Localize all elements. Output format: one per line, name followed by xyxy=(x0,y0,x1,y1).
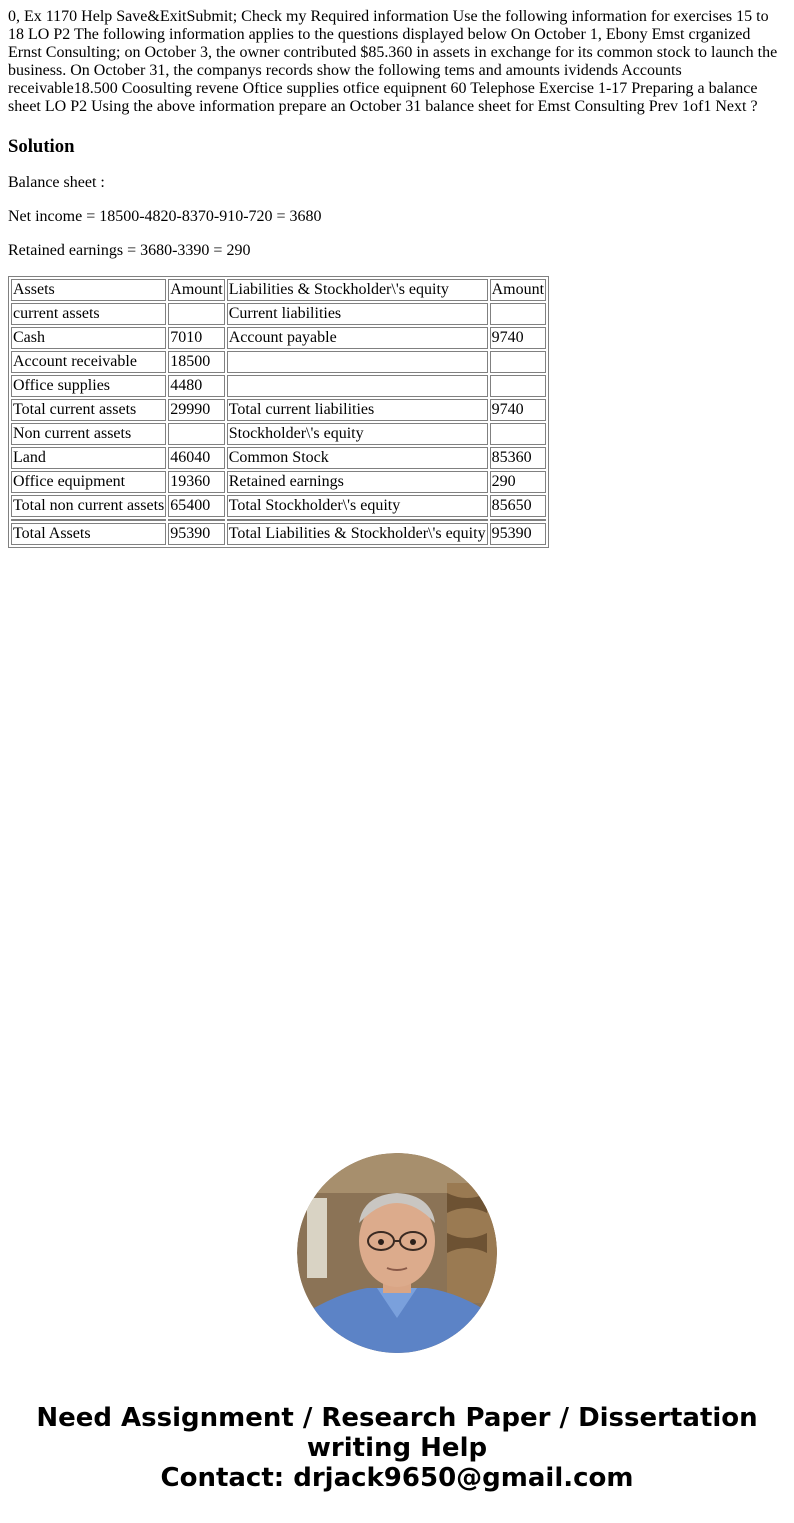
table-cell: Land xyxy=(11,447,166,469)
table-cell: 4480 xyxy=(168,375,224,397)
table-cell: Stockholder\'s equity xyxy=(227,423,488,445)
balance-sheet-table xyxy=(8,276,549,548)
question-text: 0, Ex 1170 Help Save&ExitSubmit; Check my Required information Use the following information for exercises 15 to 18 LO P2 The following information applies to the questions displayed below On October 1, Ebony Emst crganized Ernst Consulting; on October 3, the owner contributed $85.360 in assets in exchange for its common stock to launch the business. On October 31, the companys records show the following tems and amounts ividends Accounts receivable18.500 Coosulting revene Oftice supplies otfice equipnent 60 Telephose Exercise 1-17 Preparing a balance sheet LO P2 Using the above information prepare an October 31 balance sheet for Emst Consulting Prev 1of1 Next ? xyxy=(8,8,778,115)
table-cell: Cash xyxy=(11,327,166,349)
table-cell: 18500 xyxy=(168,351,224,373)
table-cell: Office equipment xyxy=(11,471,166,493)
table-cell xyxy=(490,303,546,325)
balance-sheet-label: Balance sheet : xyxy=(8,174,105,191)
net-income-line: Net income = 18500-4820-8370-910-720 = 3680 xyxy=(8,208,322,225)
document-content xyxy=(8,0,786,548)
table-cell: 29990 xyxy=(168,399,224,421)
header-cell: Liabilities & Stockholder\'s equity xyxy=(227,279,488,301)
table-cell: Office supplies xyxy=(11,375,166,397)
table-row xyxy=(11,495,546,517)
table-cell: 9740 xyxy=(490,327,546,349)
table-row xyxy=(11,375,546,397)
table-header-row xyxy=(11,279,546,301)
table-cell: Retained earnings xyxy=(227,471,488,493)
table-cell: Account receivable xyxy=(11,351,166,373)
promo-contact: Contact: drjack9650@gmail.com xyxy=(160,1463,634,1493)
empty-cell xyxy=(227,519,488,521)
table-cell: 95390 xyxy=(168,523,224,545)
table-cell xyxy=(490,375,546,397)
table-row xyxy=(11,351,546,373)
header-cell: Amount xyxy=(168,279,224,301)
retained-earnings-line: Retained earnings = 3680-3390 = 290 xyxy=(8,242,251,259)
table-cell: 19360 xyxy=(168,471,224,493)
table-cell: Total Liabilities & Stockholder\'s equity xyxy=(227,523,488,545)
table-cell: Account payable xyxy=(227,327,488,349)
table-cell: Total Stockholder\'s equity xyxy=(227,495,488,517)
table-cell xyxy=(490,423,546,445)
table-cell: 7010 xyxy=(168,327,224,349)
empty-cell xyxy=(168,519,224,521)
author-photo xyxy=(297,1153,497,1353)
solution-heading: Solution xyxy=(8,136,75,157)
empty-cell xyxy=(490,519,546,521)
table-cell xyxy=(168,423,224,445)
table-cell: Total current assets xyxy=(11,399,166,421)
table-cell: Common Stock xyxy=(227,447,488,469)
table-cell: 95390 xyxy=(490,523,546,545)
author-photo-graphic xyxy=(297,1153,497,1353)
table-cell xyxy=(168,303,224,325)
table-cell xyxy=(227,351,488,373)
table-spacer-row xyxy=(11,519,546,521)
table-row xyxy=(11,327,546,349)
promo-line: writing Help xyxy=(306,1433,488,1463)
table-row xyxy=(11,471,546,493)
table-cell: 290 xyxy=(490,471,546,493)
table-row xyxy=(11,423,546,445)
table-cell: Non current assets xyxy=(11,423,166,445)
table-cell: current assets xyxy=(11,303,166,325)
table-cell: Total current liabilities xyxy=(227,399,488,421)
header-cell: Assets xyxy=(11,279,166,301)
table-row xyxy=(11,447,546,469)
table-cell: 85360 xyxy=(490,447,546,469)
table-cell xyxy=(490,351,546,373)
header-cell: Amount xyxy=(490,279,546,301)
table-cell: 65400 xyxy=(168,495,224,517)
table-cell: 46040 xyxy=(168,447,224,469)
empty-cell xyxy=(11,519,166,521)
table-total-row xyxy=(11,523,546,545)
table-cell: Total Assets xyxy=(11,523,166,545)
table-cell: 9740 xyxy=(490,399,546,421)
promo-line: Need Assignment / Research Paper / Dissertation xyxy=(36,1403,758,1433)
table-cell: Current liabilities xyxy=(227,303,488,325)
table-cell xyxy=(227,375,488,397)
promo-banner xyxy=(0,1403,794,1493)
table-row xyxy=(11,303,546,325)
table-row xyxy=(11,399,546,421)
table-cell: 85650 xyxy=(490,495,546,517)
table-cell: Total non current assets xyxy=(11,495,166,517)
